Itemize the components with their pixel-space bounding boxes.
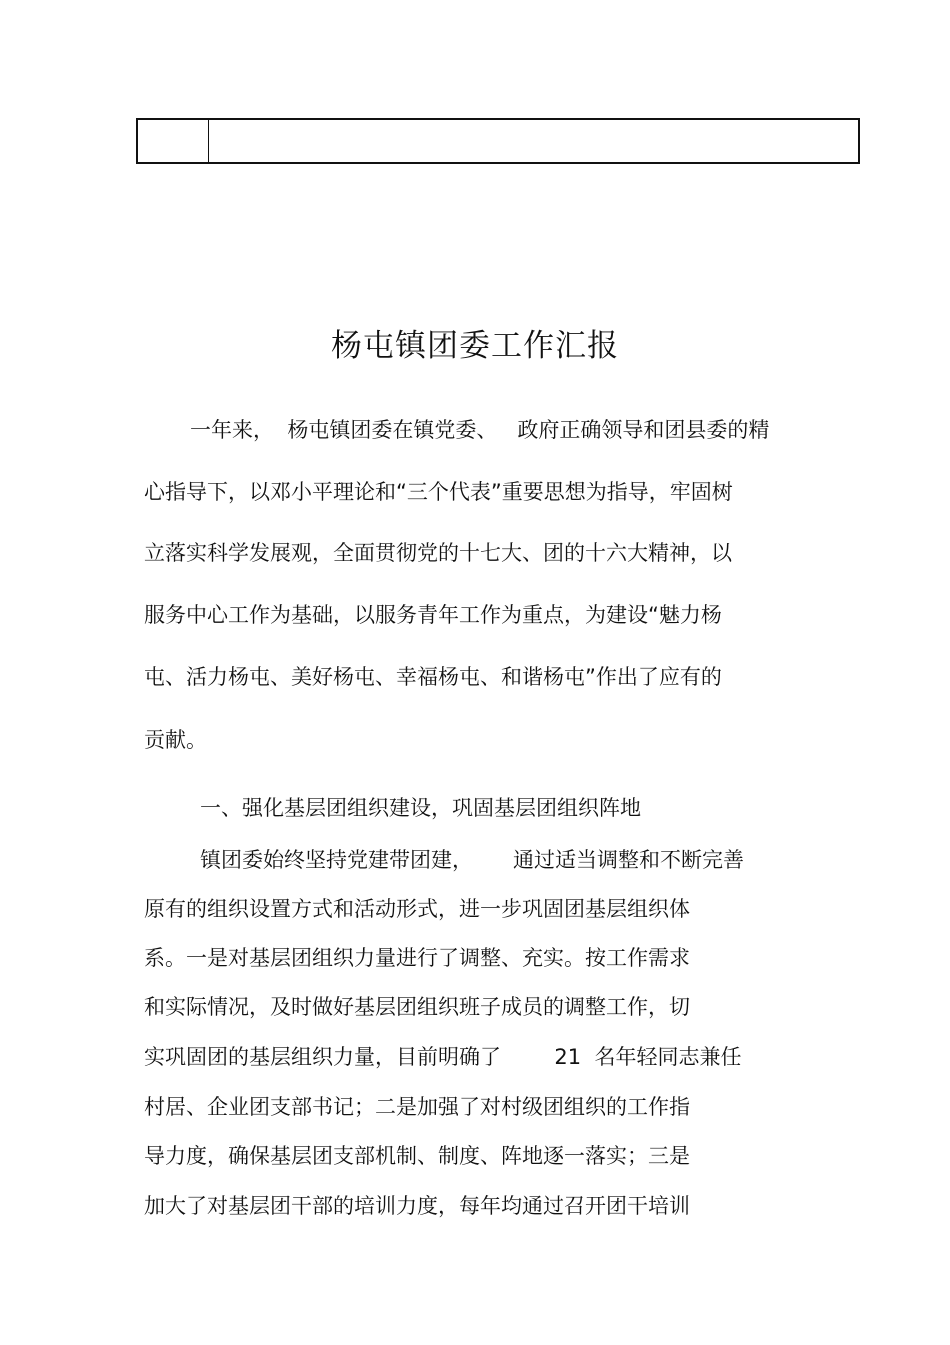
section-line: 系。一是对基层团组织力量进行了调整、充实。按工作需求 [144, 946, 690, 970]
header-table-divider [208, 120, 209, 162]
section-line: 村居、企业团支部书记；二是加强了对村级团组织的工作指 [144, 1095, 690, 1119]
section-line: 和实际情况，及时做好基层团组织班子成员的调整工作，切 [144, 995, 690, 1019]
header-table [136, 118, 860, 164]
intro-line: 屯、活力杨屯、美好杨屯、幸福杨屯、和谐杨屯”作出了应有的 [144, 665, 722, 689]
section-line: 实巩固团的基层组织力量，目前明确了 21 名年轻同志兼任 [144, 1045, 742, 1069]
intro-line: 心指导下，以邓小平理论和“三个代表”重要思想为指导，牢固树 [144, 480, 733, 504]
section-line: 原有的组织设置方式和活动形式，进一步巩固团基层组织体 [144, 897, 690, 921]
intro-line: 贡献。 [144, 728, 207, 752]
section-line: 镇团委始终坚持党建带团建， 通过适当调整和不断完善 [200, 848, 745, 872]
section-line: 导力度，确保基层团支部机制、制度、阵地逐一落实；三是 [144, 1144, 690, 1168]
section-line: 加大了对基层团干部的培训力度，每年均通过召开团干培训 [144, 1194, 690, 1218]
intro-line: 服务中心工作为基础，以服务青年工作为重点，为建设“魅力杨 [144, 603, 722, 627]
intro-line: 立落实科学发展观，全面贯彻党的十七大、团的十六大精神，以 [144, 541, 732, 565]
section-heading: 一、强化基层团组织建设，巩固基层团组织阵地 [200, 796, 641, 820]
intro-line: 一年来， 杨屯镇团委在镇党委、 政府正确领导和团县委的精 [190, 418, 770, 442]
document-title: 杨屯镇团委工作汇报 [331, 328, 619, 364]
